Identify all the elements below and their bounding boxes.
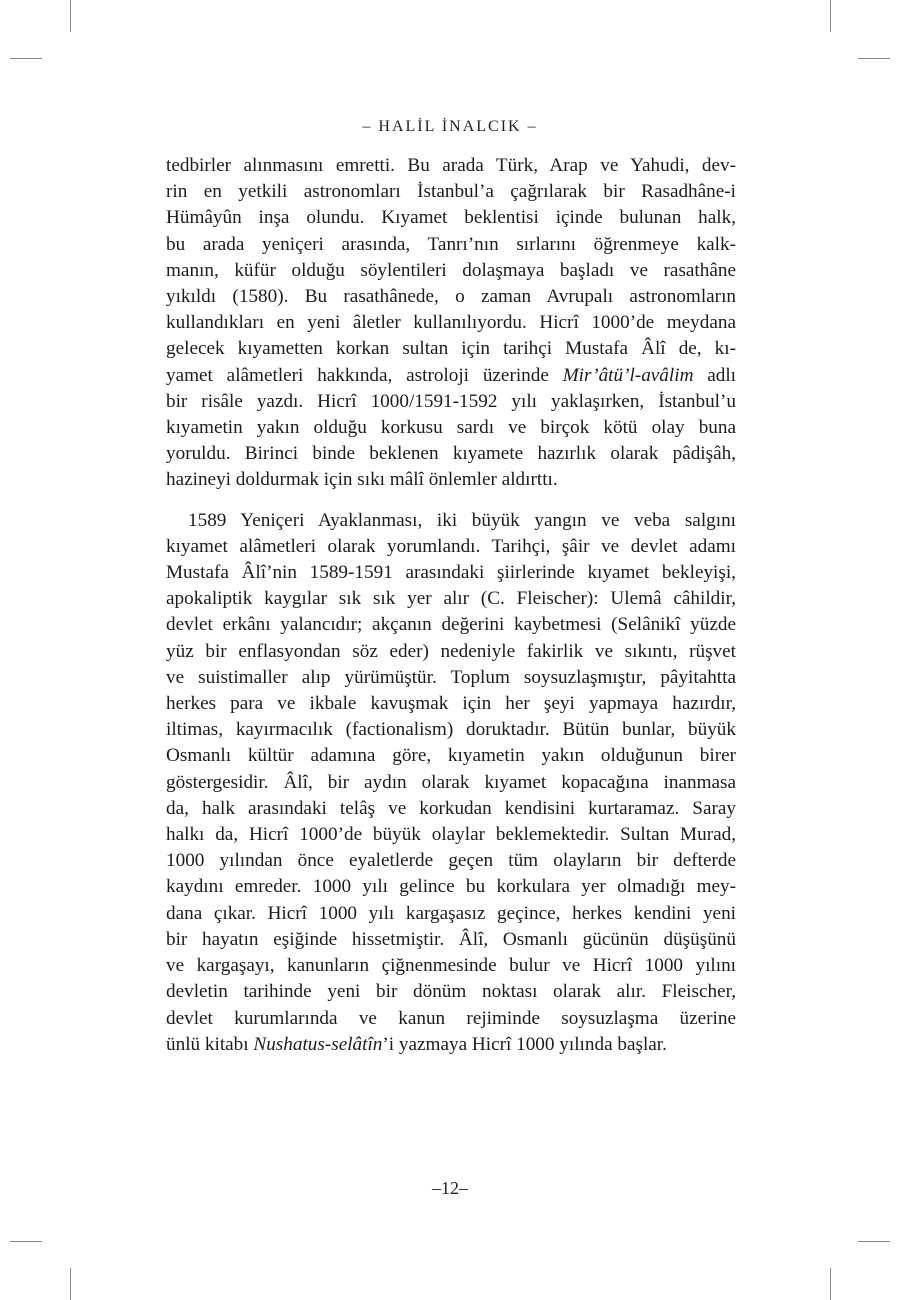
text-line: yoruldu. Birinci binde beklenen kıyamete hazırlık olarak pâdişâh,: [166, 443, 736, 465]
text-line: devletin tarihinde yeni bir dönüm noktası olarak alır. Fleischer,: [166, 981, 736, 1003]
text-line: bu arada yeniçeri arasında, Tanrı’nın sırlarını öğrenmeye kalk-: [166, 233, 736, 255]
text-line: yıkıldı (1580). Bu rasathânede, o zaman Avrupalı astronomların: [166, 286, 736, 308]
page-number: –12–: [432, 1178, 468, 1198]
crop-mark: [10, 58, 42, 59]
text-line: hazineyi doldurmak için sıkı mâlî önlemler aldırttı.: [166, 469, 558, 491]
text-line: kıyametin yakın olduğu korkusu sardı ve birçok kötü olay buna: [166, 417, 736, 439]
text-line: yamet alâmetleri hakkında, astroloji üzerinde Mir’âtü’l-avâlim adlı: [166, 364, 736, 386]
book-title: Nushatus-selâtîn: [253, 1033, 383, 1055]
text-line: manın, küfür olduğu söylentileri dolaşmaya başladı ve rasathâne: [166, 259, 736, 281]
text-line: devlet erkânı yalancıdır; akçanın değerini kaybetmesi (Selânikî yüzde: [166, 614, 736, 636]
text-line: tedbirler alınmasını emretti. Bu arada Türk, Arap ve Yahudi, dev-: [166, 155, 736, 176]
text-line: halkı da, Hicrî 1000’de büyük olaylar beklemektedir. Sultan Murad,: [166, 824, 736, 846]
text-line: Osmanlı kültür adamına göre, kıyametin yakın olduğunun birer: [166, 745, 736, 767]
text-line: Mustafa Âlî’nin 1589-1591 arasındaki şiirlerinde kıyamet bekleyişi,: [166, 562, 736, 584]
paragraph: [166, 153, 736, 494]
text-line: dana çıkar. Hicrî 1000 yılı kargaşasız geçince, herkes kendini yeni: [166, 902, 736, 924]
text-line: kıyamet alâmetleri olarak yorumlandı. Tarihçi, şâir ve devlet adamı: [166, 535, 736, 557]
text-line: da, halk arasındaki telâş ve korkudan kendisini kurtaramaz. Saray: [166, 797, 736, 819]
text-line: kaydını emreder. 1000 yılı gelince bu korkulara yer olmadığı mey-: [166, 876, 736, 898]
running-head: – HALİL İNALCIK –: [362, 118, 538, 135]
text-line: göstergesidir. Âlî, bir aydın olarak kıyamet kopacağına inanmasa: [166, 771, 736, 793]
text-line: devlet kurumlarında ve kanun rejiminde soysuzlaşma üzerine: [166, 1007, 736, 1029]
text-line: bir risâle yazdı. Hicrî 1000/1591-1592 yılı yaklaşırken, İstanbul’u: [166, 390, 736, 412]
text-line: 1589 Yeniçeri Ayaklanması, iki büyük yangın ve veba salgını: [188, 509, 736, 531]
crop-mark: [10, 1241, 42, 1242]
text-line: herkes para ve ikbale kavuşmak için her şeyi yapmaya hazırdır,: [166, 693, 736, 715]
text-line: apokaliptik kaygılar sık sık yer alır (C. Fleischer): Ulemâ câhildir,: [166, 588, 736, 610]
text-line: ve suistimaller alıp yürümüştür. Toplum soysuzlaşmıştır, pâyitahtta: [166, 666, 736, 688]
crop-mark: [858, 1241, 890, 1242]
crop-mark: [830, 1268, 831, 1300]
text-line: gelecek kıyametten korkan sultan için tarihçi Mustafa Âlî de, kı-: [166, 338, 736, 360]
text-line: bir hayatın eşiğinde hissetmiştir. Âlî, Osmanlı gücünün düşüşünü: [166, 928, 736, 950]
crop-mark: [858, 58, 890, 59]
text-line: yüz bir enflasyondan söz eder) nedeniyle fakirlik ve sıkıntı, rüşvet: [166, 640, 736, 662]
text-line: rin en yetkili astronomları İstanbul’a çağrılarak bir Rasadhâne-i: [166, 181, 736, 203]
body-text: [166, 153, 736, 1058]
text-line: Hümâyûn inşa olundu. Kıyamet beklentisi içinde bulunan halk,: [166, 207, 736, 229]
crop-mark: [70, 0, 71, 32]
text-line: 1000 yılından önce eyaletlerde geçen tüm olayların bir defterde: [166, 850, 736, 872]
text-line: ve kargaşayı, kanunların çiğnenmesinde bulur ve Hicrî 1000 yılını: [166, 955, 736, 977]
crop-mark: [830, 0, 831, 32]
paragraph: [166, 508, 736, 1058]
text-line: iltimas, kayırmacılık (factionalism) doruktadır. Bütün bunlar, büyük: [166, 719, 736, 741]
text-line: kullandıkları en yeni âletler kullanılıyordu. Hicrî 1000’de meydana: [166, 312, 736, 334]
book-title: Mir’âtü’l-avâlim: [562, 364, 694, 386]
text-line: ünlü kitabı Nushatus-selâtîn’i yazmaya Hicrî 1000 yılında başlar.: [166, 1033, 667, 1055]
crop-mark: [70, 1268, 71, 1300]
